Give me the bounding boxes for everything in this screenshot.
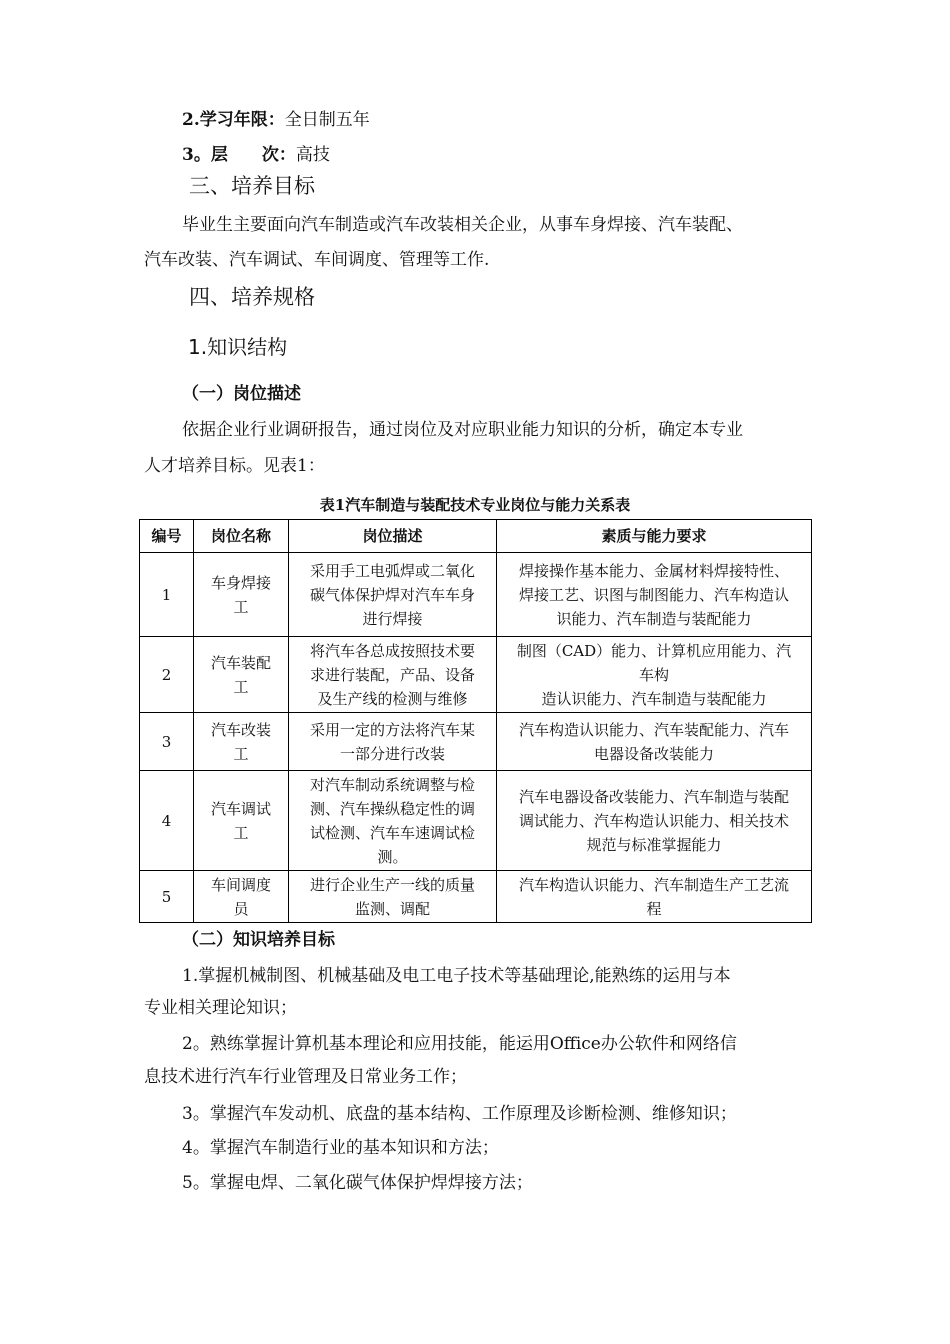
ability-requirements-cell: [497, 713, 812, 771]
item-4: 4。掌握汽车制造行业的基本知识和方法；: [182, 1138, 499, 1158]
section-3-title: 三、培养目标: [189, 174, 315, 198]
table-row: [140, 713, 812, 771]
ability-requirements-cell: [497, 871, 812, 923]
requirement-line: 汽车构造认识能力、汽车装配能力、汽车: [518, 720, 789, 739]
number-cell: 4: [140, 771, 194, 871]
position-ability-table: [139, 519, 812, 923]
level-label: 3。层 次：: [182, 145, 296, 165]
requirement-line: 规范与标准掌握能力: [586, 835, 722, 854]
position-description-cell: [289, 871, 497, 923]
name-line: 工: [233, 677, 249, 696]
item-1-line-2: 专业相关理论知识；: [144, 998, 297, 1018]
requirement-line: 识能力、汽车制造与装配能力: [556, 609, 752, 628]
level-line: [182, 147, 330, 164]
header-position-name: 岗位名称: [194, 520, 289, 553]
sub-2-title: （二）知识培养目标: [182, 930, 335, 950]
requirement-line: 制图（CAD）能力、计算机应用能力、汽: [516, 641, 792, 660]
description-line: 进行企业生产一线的质量: [309, 875, 475, 894]
description-line: 进行焊接: [362, 609, 423, 628]
table-row: [140, 553, 812, 637]
description-line: 测、汽车操纵稳定性的调: [309, 799, 475, 818]
duration-value: 全日制五年: [284, 110, 370, 130]
requirement-line: 造认识能力、汽车制造与装配能力: [541, 689, 767, 708]
requirement-line: 焊接工艺、识图与制图能力、汽车构造认: [518, 585, 789, 604]
position-description-cell: [289, 713, 497, 771]
table-caption: 表1汽车制造与装配技术专业岗位与能力关系表: [319, 496, 631, 514]
name-line: 员: [233, 899, 249, 918]
item-2-line-2: 息技术进行汽车行业管理及日常业务工作；: [144, 1067, 467, 1087]
requirement-line: 车构: [638, 665, 669, 684]
description-line: 采用一定的方法将汽车某: [309, 720, 475, 739]
requirement-line: 焊接操作基本能力、金属材料焊接特性、: [518, 561, 789, 580]
sub-1-paragraph-line-1: 依据企业行业调研报告，通过岗位及对应职业能力知识的分析，确定本专业: [182, 420, 743, 440]
description-line: 试检测、汽车车速调试检: [309, 823, 475, 842]
description-line: 采用手工电弧焊或二氧化: [309, 561, 475, 580]
item-2-line-1: 2。熟练掌握计算机基本理论和应用技能，能运用Office办公软件和网络信: [182, 1034, 737, 1054]
table-row: [140, 871, 812, 923]
requirement-line: 汽车构造认识能力、汽车制造生产工艺流: [518, 875, 789, 894]
header-ability-requirements: 素质与能力要求: [497, 520, 812, 553]
position-name-cell: [194, 871, 289, 923]
name-line: 工: [233, 597, 249, 616]
description-line: 碳气体保护焊对汽车车身: [309, 585, 475, 604]
ability-requirements-cell: [497, 771, 812, 871]
requirement-line: 电器设备改装能力: [593, 744, 714, 763]
description-line: 将汽车各总成按照技术要: [309, 641, 475, 660]
requirement-line: 调试能力、汽车构造认识能力、相关技术: [518, 811, 789, 830]
section-4-title: 四、培养规格: [189, 285, 315, 309]
position-description-cell: [289, 637, 497, 713]
description-line: 一部分进行改装: [339, 744, 445, 763]
number-cell: 5: [140, 871, 194, 923]
position-name-cell: [194, 553, 289, 637]
goal-paragraph-line-1: 毕业生主要面向汽车制造或汽车改装相关企业，从事车身焊接、汽车装配、: [182, 215, 743, 235]
position-description-cell: [289, 771, 497, 871]
position-description-cell: [289, 553, 497, 637]
position-name-cell: [194, 713, 289, 771]
requirement-line: 汽车电器设备改装能力、汽车制造与装配: [518, 787, 789, 806]
description-line: 求进行装配，产品、设备: [309, 665, 475, 684]
position-name-cell: [194, 771, 289, 871]
name-line: 车身焊接: [210, 573, 271, 592]
number-cell: 1: [140, 553, 194, 637]
name-line: 工: [233, 823, 249, 842]
table-row: [140, 771, 812, 871]
header-position-description: 岗位描述: [289, 520, 497, 553]
goal-paragraph-line-2: 汽车改装、汽车调试、车间调度、管理等工作.: [144, 250, 490, 270]
description-line: 测。: [377, 847, 408, 866]
description-line: 监测、调配: [354, 899, 430, 918]
name-line: 车间调度: [210, 875, 271, 894]
table-row: [140, 637, 812, 713]
level-value: 高技: [295, 145, 330, 165]
table-body: [140, 553, 812, 923]
number-cell: 3: [140, 713, 194, 771]
knowledge-structure-title: 1.知识结构: [188, 335, 288, 359]
name-line: 工: [233, 744, 249, 763]
sub-1-paragraph-line-2: 人才培养目标。见表1：: [144, 456, 325, 476]
number-cell: 2: [140, 637, 194, 713]
table-header-row: [140, 520, 812, 553]
item-1-line-1: 1.掌握机械制图、机械基础及电工电子技术等基础理论,能熟练的运用与本: [182, 966, 731, 986]
requirement-line: 程: [646, 899, 662, 918]
sub-1-title: （一）岗位描述: [182, 384, 301, 404]
description-line: 对汽车制动系统调整与检: [309, 775, 475, 794]
name-line: 汽车调试: [210, 799, 271, 818]
item-5: 5。掌握电焊、二氧化碳气体保护焊焊接方法；: [182, 1173, 533, 1193]
header-number: 编号: [140, 520, 194, 553]
item-3: 3。掌握汽车发动机、底盘的基本结构、工作原理及诊断检测、维修知识；: [182, 1104, 737, 1124]
duration-line: [182, 112, 370, 129]
ability-requirements-cell: [497, 553, 812, 637]
ability-requirements-cell: [497, 637, 812, 713]
name-line: 汽车改装: [210, 720, 271, 739]
name-line: 汽车装配: [210, 653, 271, 672]
position-name-cell: [194, 637, 289, 713]
duration-label: 2.学习年限：: [182, 110, 285, 130]
description-line: 及生产线的检测与维修: [317, 689, 468, 708]
